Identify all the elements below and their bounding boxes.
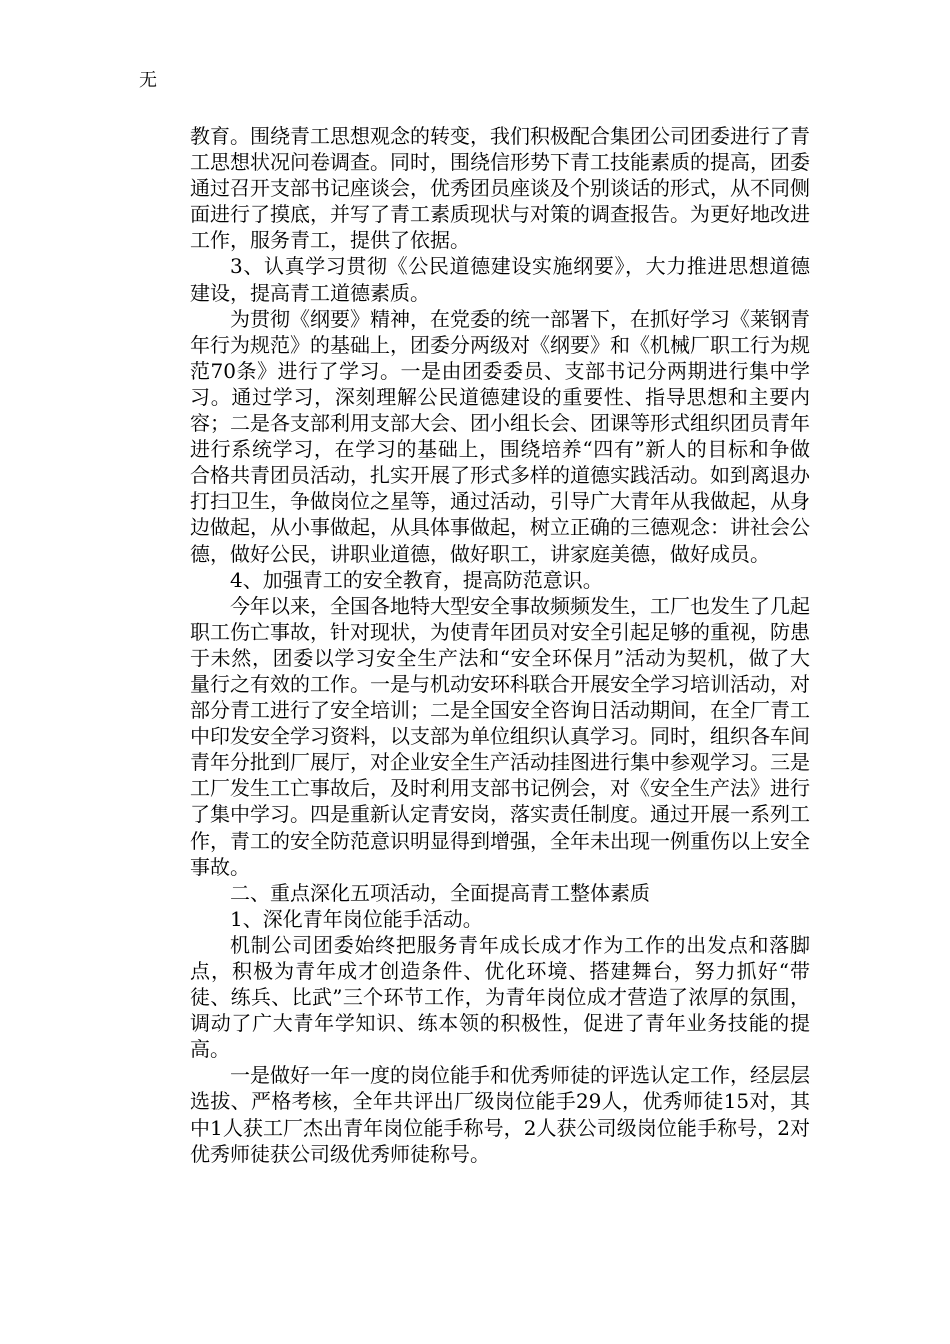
paragraph: 今年以来，全国各地特大型安全事故频频发生，工厂也发生了几起职工伤亡事故，针对现状，为使青年团员对安全引起足够的重视，防患于未然，团委以学习安全生产法和“安全环保月”活动为契机，做了大量行之有效的工作。一是与机动安环科联合开展安全学习培训活动，对部分青工进行了安全培训；二是全国安全咨询日活动期间，在全厂青工中印发安全学习资料，以支部为单位组织认真学习。同时，组织各车间青年分批到厂展厅，对企业安全生产活动挂图进行集中参观学习。三是工厂发生工亡事故后，及时利用支部书记例会，对《安全生产法》进行了集中学习。四是重新认定青安岗，落实责任制度。通过开展一系列工作，青工的安全防范意识明显得到增强，全年未出现一例重伤以上安全事故。 <box>190 593 810 879</box>
document-body <box>190 123 810 1167</box>
paragraph: 机制公司团委始终把服务青年成长成才作为工作的出发点和落脚点，积极为青年成才创造条件、优化环境、搭建舞台，努力抓好“带徒、练兵、比武”三个环节工作，为青年岗位成才营造了浓厚的氛围，调动了广大青年学知识、练本领的积极性，促进了青年业务技能的提高。 <box>190 932 810 1062</box>
section-heading: 二、重点深化五项活动，全面提高青工整体素质 <box>230 880 650 905</box>
paragraph: 3、认真学习贯彻《公民道德建设实施纲要》，大力推进思想道德建设，提高青工道德素质。 <box>190 254 810 305</box>
paragraph: 为贯彻《纲要》精神，在党委的统一部署下，在抓好学习《莱钢青年行为规范》的基础上，团委分两级对《纲要》和《机械厂职工行为规范70条》进行了学习。一是由团委委员、支部书记分两期进行集中学习。通过学习，深刻理解公民道德建设的重要性、指导思想和主要内容；二是各支部利用支部大会、团小组长会、团课等形式组织团员青年进行系统学习，在学习的基础上，围绕培养“四有”新人的目标和争做合格共青团员活动，扎实开展了形式多样的道德实践活动。如到离退办打扫卫生，争做岗位之星等，通过活动，引导广大青年从我做起，从身边做起，从小事做起，从具体事做起，树立正确的三德观念：讲社会公德，做好公民，讲职业道德，做好职工，讲家庭美德，做好成员。 <box>190 306 810 566</box>
page-header: 无 <box>139 70 157 91</box>
section-heading: 4、加强青工的安全教育，提高防范意识。 <box>230 567 603 592</box>
section-heading: 1、深化青年岗位能手活动。 <box>230 906 483 931</box>
paragraph: 教育。围绕青工思想观念的转变，我们积极配合集团公司团委进行了青工思想状况问卷调查。同时，围绕信形势下青工技能素质的提高，团委通过召开支部书记座谈会，优秀团员座谈及个别谈话的形式，从不同侧面进行了摸底，并写了青工素质现状与对策的调查报告。为更好地改进工作，服务青工，提供了依据。 <box>190 124 810 253</box>
paragraph: 一是做好一年一度的岗位能手和优秀师徒的评选认定工作，经层层选拔、严格考核，全年共评出厂级岗位能手29人，优秀师徒15对，其中1人获工厂杰出青年岗位能手称号，2人获公司级岗位能手称号，2对优秀师徒获公司级优秀师徒称号。 <box>190 1063 810 1166</box>
